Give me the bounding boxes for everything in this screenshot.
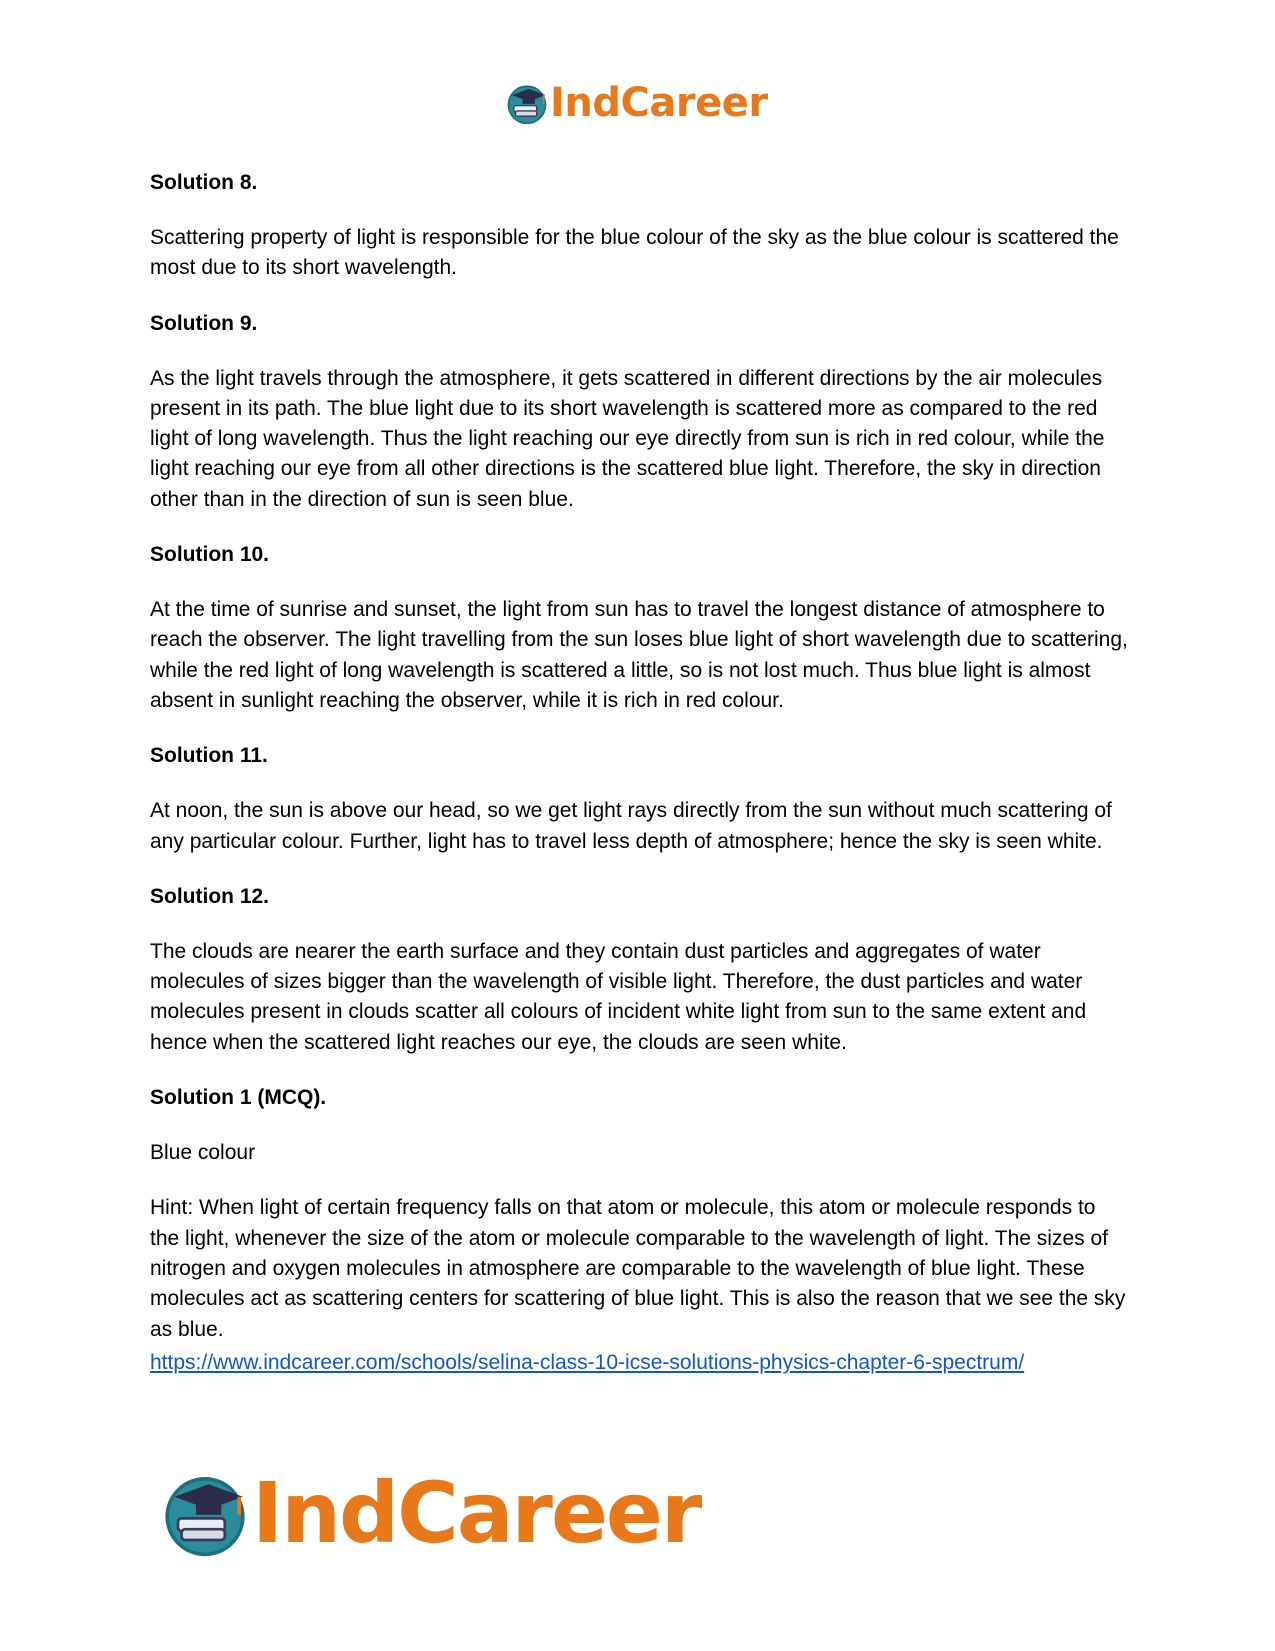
solution-paragraph: Scattering property of light is responsible for the blue colour of the sky as the blue colour is scattered the most due to its short wavelength. — [150, 226, 1119, 280]
indcareer-logo-icon — [160, 1468, 250, 1558]
solution-paragraph: Hint: When light of certain frequency falls on that atom or molecule, this atom or molecule responds to the light, whenever the size of the atom or molecule comparable to the wavelength of light. The sizes of nitrogen and oxygen molecules in atmosphere are comparable to the wavelength of blue light. These molecules act as scattering centers for scattering of blue light. This is also the reason that we see the sky as blue. — [150, 1196, 1126, 1341]
footer-logo — [160, 1464, 701, 1562]
solution-heading: Solution 10. — [150, 543, 270, 567]
indcareer-logo-icon — [505, 81, 549, 125]
solution-paragraph: Blue colour — [150, 1141, 256, 1165]
footer-logo-text: IndCareer — [252, 1464, 701, 1562]
solution-heading: Solution 12. — [150, 884, 270, 908]
solution-heading: Solution 1 (MCQ). — [150, 1086, 327, 1110]
header-logo — [505, 78, 768, 128]
solution-heading: Solution 8. — [150, 171, 258, 194]
solution-paragraph: At noon, the sun is above our head, so we get light rays directly from the sun without much scattering of any particular colour. Further, light has to travel less depth of atmosphere; hence the sky is seen white. — [150, 799, 1112, 853]
solution-paragraph: The clouds are nearer the earth surface and they contain dust particles and aggregates of water molecules of sizes bigger than the wavelength of visible light. Therefore, the dust particles and water molecules present in clouds scatter all colours of incident white light from sun to the same extent and hence when the scattered light reaches our eye, the clouds are seen white. — [150, 939, 1087, 1054]
solution-heading: Solution 9. — [150, 311, 258, 335]
solution-paragraph: As the light travels through the atmosphere, it gets scattered in different directions by the air molecules present in its path. The blue light due to its short wavelength is scattered more as compared to the red light of long wavelength. Thus the light reaching our eye directly from sun is rich in red colour, while the light reaching our eye from all other directions is the scattered blue light. Therefore, the sky in direction other than in the direction of sun is seen blue. — [150, 366, 1105, 511]
source-link[interactable]: https://www.indcareer.com/schools/selina-class-10-icse-solutions-physics-chapter-6-spectrum/ — [150, 1350, 1025, 1374]
header-logo-text: IndCareer — [550, 80, 768, 126]
solutions-content — [150, 168, 1130, 1378]
solution-paragraph: At the time of sunrise and sunset, the light from sun has to travel the longest distance of atmosphere to reach the observer. The light travelling from the sun loses blue light of short wavelength due to scattering, while the red light of long wavelength is scattered a little, so is not lost much. Thus blue light is almost absent in sunlight reaching the observer, while it is rich in red colour. — [150, 598, 1128, 712]
solution-heading: Solution 11. — [150, 744, 268, 768]
